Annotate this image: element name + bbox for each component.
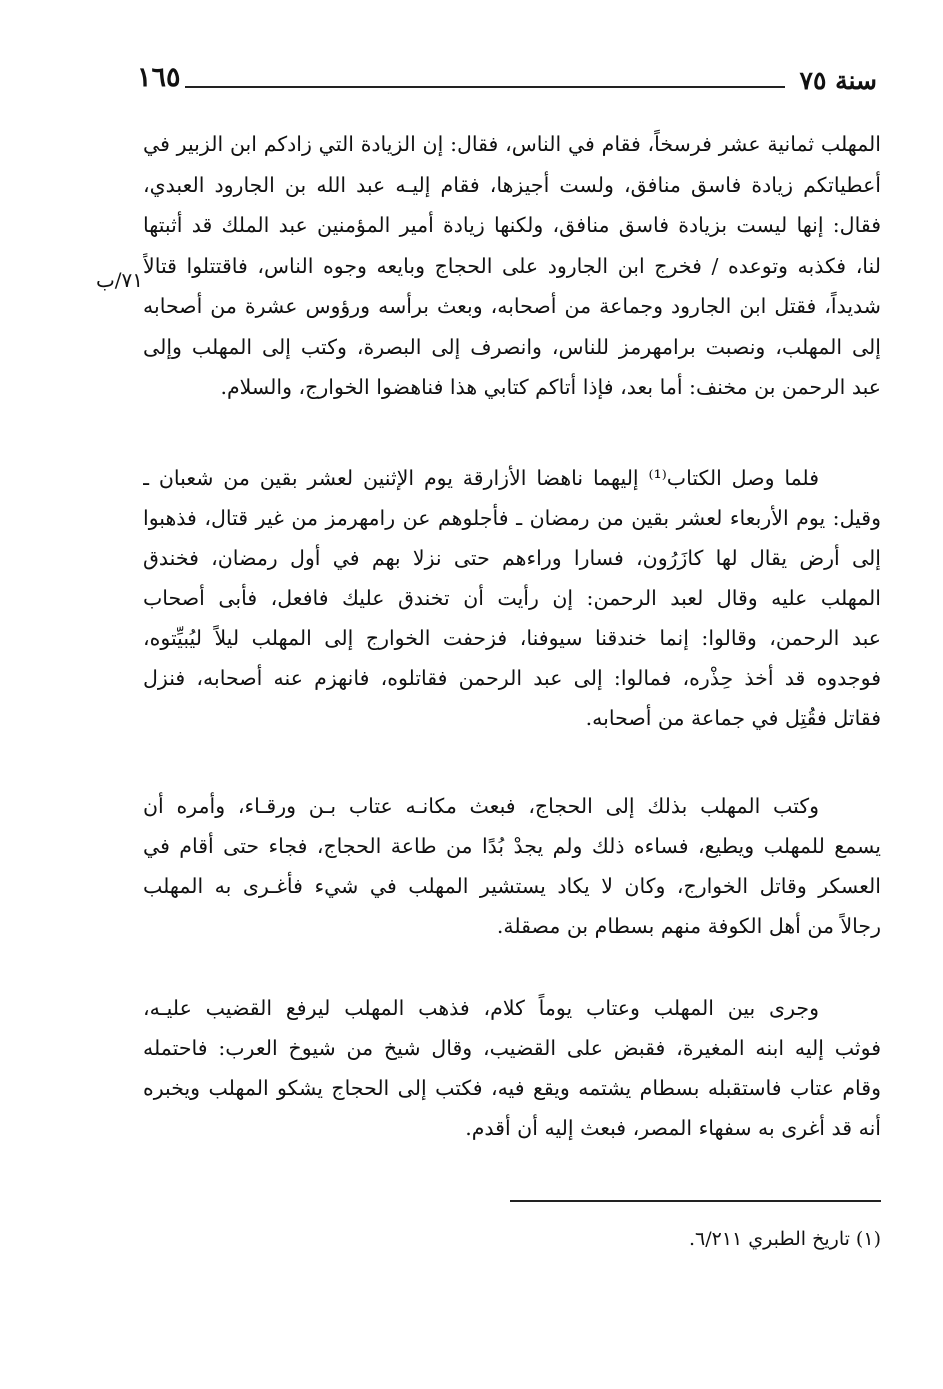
text-line: فوجدوه قد أخذ حِذْره، فمالوا: إلى عبد الرحمن فقاتلوه، فانهزم عنه أصحابه، فنزل — [143, 666, 881, 690]
text-line: أعطياتكم زيادة فاسق منافق، ولست أجيزها، فقام إليـه عبد الله بن الجارود العبدي، — [143, 172, 881, 197]
text-line: عبد الرحمن بن مخنف: أما بعد، فإذا أتاكم كتابي هذا فناهضوا الخوارج، والسلام. — [220, 375, 881, 399]
text-line: وقيل: يوم الأربعاء لعشر بقين من رمضان ـ فأجلوهم عن رامهرمز من غير قتال، فذهبوا — [143, 506, 881, 530]
paragraph-1 — [143, 124, 881, 408]
text-line: لنا، فكذبه وتوعده / فخرج ابن الجارود على الحجاج وبايعه وجوه الناس، فاقتتلوا قتالاً — [143, 253, 881, 278]
text-line: فقاتل فقُتِل في جماعة من أصحابه. — [585, 706, 881, 730]
text-line: فوثب إليه ابنه المغيرة، فقبض على القضيب، وقال شيخ من شيوخ العرب: فاحتمله — [143, 1036, 881, 1060]
text-line: شديداً، فقتل ابن الجارود وجماعة من أصحابه، وبعث برأسه ورؤوس عشرة من أصحابه — [143, 294, 881, 318]
text-line: العسكر وقاتل الخوارج، وكان لا يكاد يستشير المهلب في شيء فأغـرى به المهلب — [143, 874, 881, 898]
page-number: ١٦٥ — [137, 62, 181, 93]
text-line: فقال: إنها ليست بزيادة فاسق منافق، ولكنها زيادة أمير المؤمنين عبد الملك قد أثبتها — [143, 213, 881, 237]
text-line: يسمع للمهلب ويطيع، فساءه ذلك ولم يجدْ بُدًا من طاعة الحجاج، فجاء حتى أقام في — [143, 834, 881, 858]
text-line: عبد الرحمن، وقالوا: إنما خندقنا سيوفنا، فزحفت الخوارج إلى المهلب ليلاً ليُبيِّتوه، — [143, 626, 881, 650]
running-header-year: سنة ٧٥ — [799, 66, 877, 95]
text-line: وقام عتاب فاستقبله بسطام يشتمه ويقع فيه، فكتب إلى الحجاج يشكو المهلب ويخبره — [143, 1076, 881, 1100]
text-line: وجرى بين المهلب وعتاب يوماً كلام، فذهب المهلب ليرفع القضيب عليـه، — [143, 996, 819, 1020]
footnote-rule — [510, 1200, 881, 1202]
text-line: إلى أرض يقال لها كازَرُون، فسارا وراءهم حتى نزلا بهم في أول رمضان، فخندق — [143, 546, 881, 570]
text-line: إلى المهلب، ونصبت برامهرمز للناس، وانصرف إلى البصرة، وكتب إلى المهلب وإلى — [143, 334, 881, 359]
margin-folio-note: ٧١/ب — [95, 268, 143, 292]
text-line: المهلب ثمانية عشر فرسخاً، فقام في الناس، فقال: إن الزيادة التي زادكم ابن الزبير في — [143, 132, 881, 156]
paragraph-4 — [143, 988, 881, 1148]
text-line: المهلب عليه وقال لعبد الرحمن: إن رأيت أن تخندق عليك فافعل، فأبى أصحاب — [143, 586, 881, 610]
text-line: أنه قد أغرى به سفهاء المصر، فبعث إليه أن أقدم. — [465, 1116, 881, 1140]
paragraph-2 — [143, 458, 881, 738]
paragraph-3 — [143, 786, 881, 946]
footnote: (١) تاريخ الطبري ٦/٢١١. — [688, 1228, 881, 1250]
text-line: رجالاً من أهل الكوفة منهم بسطام بن مصقلة. — [496, 914, 881, 938]
text-line: وكتب المهلب بذلك إلى الحجاج، فبعث مكانـه عتاب بـن ورقـاء، وأمره أن — [143, 794, 819, 818]
text-line: فلما وصل الكتاب⁽¹⁾ إليهما ناهضا الأزارقة يوم الإثنين لعشر بقين من شعبان ـ — [143, 466, 820, 490]
header-rule — [185, 86, 785, 88]
